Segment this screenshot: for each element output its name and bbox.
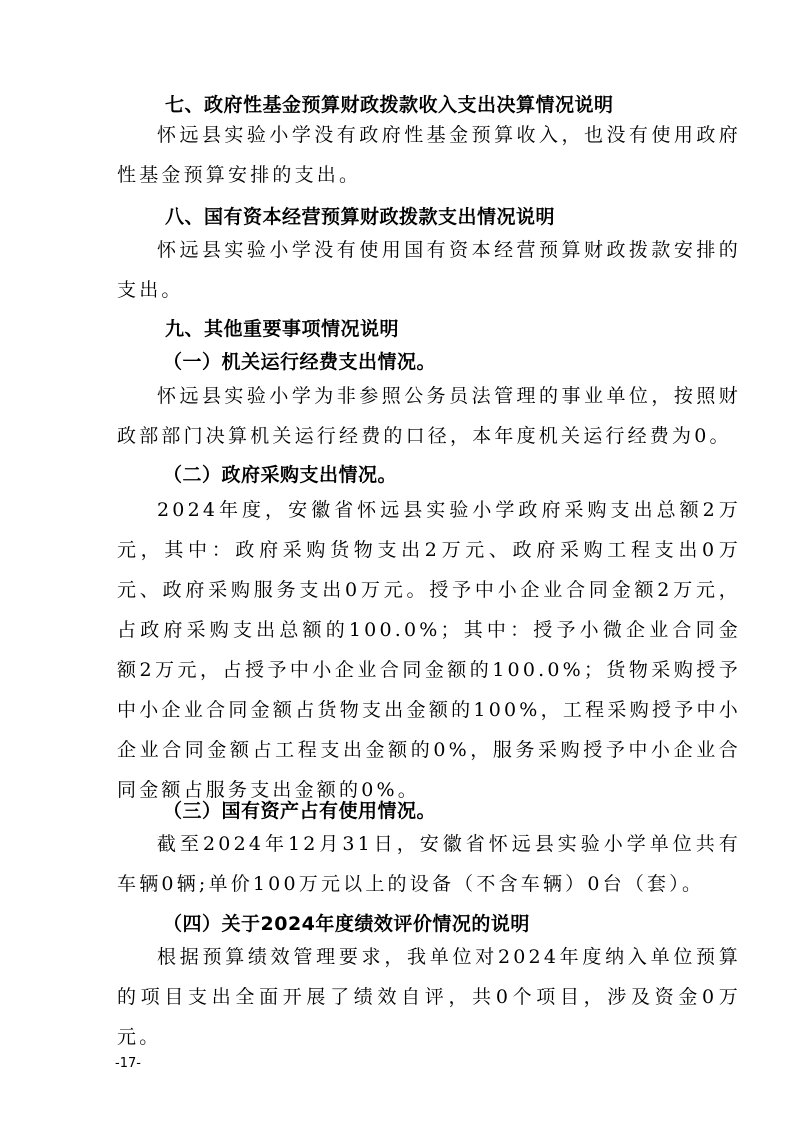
subsection-2-heading: （二）政府采购支出情况。 [163,464,398,486]
page-number: -17- [115,1056,141,1071]
subsection-3-heading: （三）国有资产占有使用情况。 [163,800,437,822]
section-8-heading: 八、国有资本经营预算财政拨款支出情况说明 [165,206,556,228]
subsection-1-heading: （一）机关运行经费支出情况。 [163,351,437,373]
subsection-2-paragraph: 2024年度，安徽省怀远县实验小学政府采购支出总额2万元，其中：政府采购货物支出2万元、政府采购工程支出0万元、政府采购服务支出0万元。授予中小企业合同金额2万元，占政府采购支出总额的100.0%；其中：授予小微企业合同金额2万元，占授予中小企业合同金额的100.0%；货物采购授予中小企业合同金额占货物支出金额的100%，工程采购授予中小企业合同金额占工程支出金额的0%，服务采购授予中小企业合同金额占服务支出金额的0%。 [117,499,741,801]
section-7-paragraph: 怀远县实验小学没有政府性基金预算收入，也没有使用政府性基金预算安排的支出。 [117,124,741,186]
section-7-heading: 七、政府性基金预算财政拨款收入支出决算情况说明 [165,94,614,116]
subsection-1-paragraph: 怀远县实验小学为非参照公务员法管理的事业单位，按照财政部部门决算机关运行经费的口径，本年度机关运行经费为0。 [117,385,741,447]
subsection-4-paragraph: 根据预算绩效管理要求，我单位对2024年度纳入单位预算的项目支出全面开展了绩效自评，共0个项目，涉及资金0万元。 [117,946,741,1048]
subsection-3-paragraph: 截至2024年12月31日，安徽省怀远县实验小学单位共有车辆0辆;单价100万元以上的设备（不含车辆）0台（套）。 [117,833,741,895]
section-8-paragraph: 怀远县实验小学没有使用国有资本经营预算财政拨款安排的支出。 [117,239,741,301]
subsection-4-heading: （四）关于2024年度绩效评价情况的说明 [163,913,530,935]
section-9-heading: 九、其他重要事项情况说明 [165,318,400,340]
